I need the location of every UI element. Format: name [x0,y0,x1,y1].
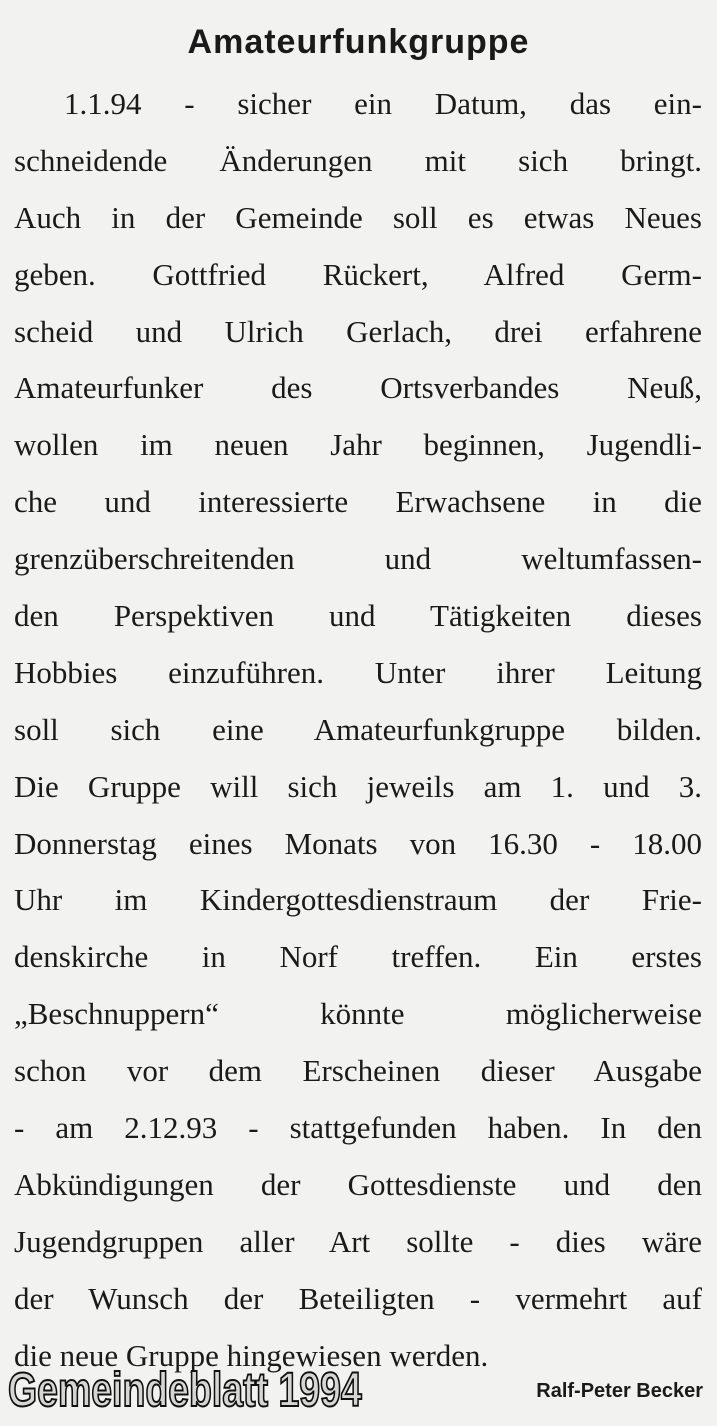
body-line: wollen im neuen Jahr beginnen, Jugendli- [14,427,702,463]
body-line: Die Gruppe will sich jeweils am 1. und 3. [14,768,702,804]
article-body [14,76,702,1384]
body-line: soll sich eine Amateurfunkgruppe bilden. [14,711,702,747]
body-line: geben. Gottfried Rückert, Alfred Germ- [14,256,702,292]
body-line: die neue Gruppe hingewiesen werden. [14,1337,489,1373]
body-line: Jugendgruppen aller Art sollte - dies wäre [14,1223,702,1259]
body-line: Donnerstag eines Monats von 16.30 - 18.00 [14,825,702,861]
body-line: „Beschnuppern“ könnte möglicherweise [14,996,702,1032]
author-byline: Ralf-Peter Becker [536,1380,703,1402]
body-line: schon vor dem Erscheinen dieser Ausgabe [14,1053,702,1089]
body-line: denskirche in Norf treffen. Ein erstes [14,939,702,975]
body-line: Hobbies einzuführen. Unter ihrer Leitung [14,654,702,690]
body-line: Abkündigungen der Gottesdienste und den [14,1166,702,1202]
body-line: schneidende Änderungen mit sich bringt. [14,142,702,178]
source-label: Gemeindeblatt 1994 [8,1364,362,1417]
article-footer [0,1362,717,1426]
article-headline: Amateurfunkgruppe [187,23,530,61]
body-line: 1.1.94 - sicher ein Datum, das ein- [64,86,702,121]
body-line: Uhr im Kindergottesdienstraum der Frie- [14,882,702,918]
body-line: che und interessierte Erwachsene in die [14,484,702,520]
body-line: grenzüberschreitenden und weltumfassen- [14,541,702,577]
body-line: den Perspektiven und Tätigkeiten dieses [14,598,702,634]
body-line: - am 2.12.93 - stattgefunden haben. In den [14,1110,702,1146]
body-line: scheid und Ulrich Gerlach, drei erfahrene [14,313,702,349]
body-line: Amateurfunker des Ortsverbandes Neuß, [14,370,702,406]
body-line: der Wunsch der Beteiligten - vermehrt auf [14,1280,702,1316]
body-line: Auch in der Gemeinde soll es etwas Neues [14,199,702,235]
